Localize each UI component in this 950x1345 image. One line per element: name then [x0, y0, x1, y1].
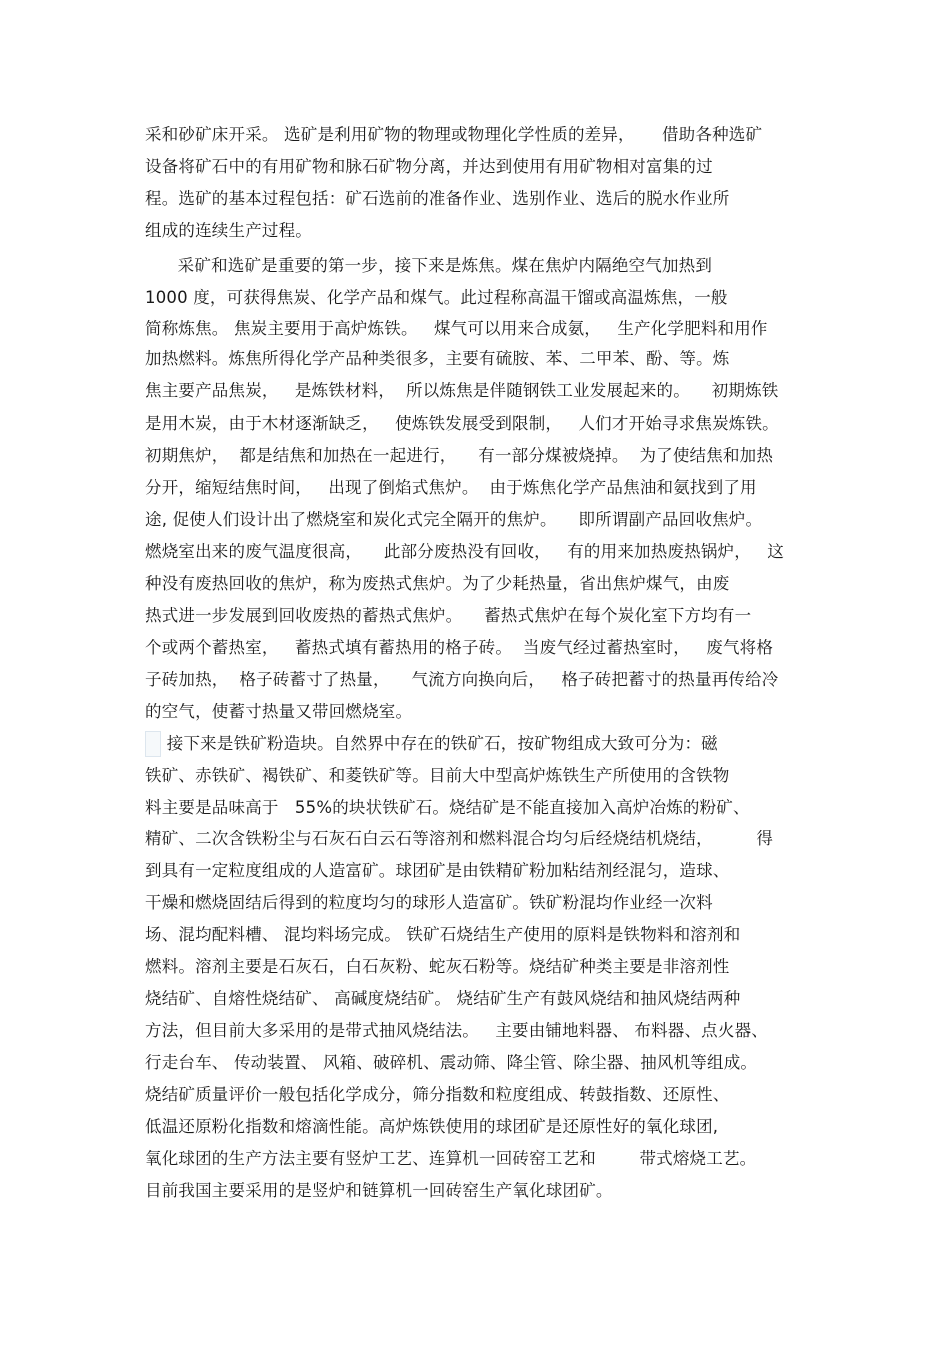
text-line: 种没有废热回收的焦炉，称为废热式焦炉。为了少耗热量，省出焦炉煤气，由废	[145, 574, 730, 593]
text-line: 组成的连续生产过程。	[145, 221, 312, 240]
text-line: 程。选矿的基本过程包括：矿石选前的准备作业、选别作业、选后的脱水作业所	[145, 189, 730, 208]
text-line: 燃料。溶剂主要是石灰石，白石灰粉、蛇灰石粉等。烧结矿种类主要是非溶剂性	[145, 957, 730, 976]
text-line: 子砖加热， 格子砖蓄寸了热量， 气流方向换向后， 格子砖把蓄寸的热量再传给冷	[145, 670, 779, 689]
text-line: 加热燃料。炼焦所得化学产品种类很多，主要有硫胺、苯、二甲苯、酚、等。炼	[145, 349, 730, 368]
text-line: 料主要是品味高于 55%的块状铁矿石。烧结矿是不能直接加入高炉冶炼的粉矿、	[145, 798, 750, 817]
text-line: 烧结矿、自熔性烧结矿、 高碱度烧结矿。 烧结矿生产有鼓风烧结和抽风烧结两种	[145, 989, 741, 1008]
text-line: 设备将矿石中的有用矿物和脉石矿物分离，并达到使用有用矿物相对富集的过	[145, 157, 713, 176]
text-line: 采和砂矿床开采。 选矿是利用矿物的物理或物理化学性质的差异， 借助各种选矿	[145, 125, 763, 144]
text-line: 初期焦炉， 都是结焦和加热在一起进行， 有一部分煤被烧掉。 为了使结焦和加热	[145, 446, 774, 465]
text-line: 精矿、二次含铁粉尘与石灰石白云石等溶剂和燃料混合均匀后经烧结机烧结， 得	[145, 829, 774, 848]
text-line: 氧化球团的生产方法主要有竖炉工艺、连算机一回砖窑工艺和 带式熔烧工艺。	[145, 1149, 757, 1168]
text-line: 的空气，使蓄寸热量又带回燃烧室。	[145, 702, 413, 721]
text-line: 途, 促使人们设计出了燃烧室和炭化式完全隔开的焦炉。 即所谓副产品回收焦炉。	[145, 510, 763, 529]
text-line: 到具有一定粒度组成的人造富矿。球团矿是由铁精矿粉加粘结剂经混匀，造球、	[145, 861, 730, 880]
text-line: 个或两个蓄热室， 蓄热式填有蓄热用的格子砖。 当废气经过蓄热室时， 废气将格	[145, 638, 774, 657]
text-line: 行走台车、 传动装置、 风箱、破碎机、震动筛、降尘管、除尘器、抽风机等组成。	[145, 1053, 758, 1072]
text-line: 场、混均配料槽、 混均料场完成。 铁矿石烧结生产使用的原料是铁物料和溶剂和	[145, 925, 741, 944]
text-line: 燃烧室出来的废气温度很高， 此部分废热没有回收， 有的用来加热废热锅炉， 这	[145, 542, 784, 561]
text-line: 分开，缩短结焦时间， 出现了倒焰式焦炉。 由于炼焦化学产品焦油和氨找到了用	[145, 478, 757, 497]
text-line: 是用木炭，由于木材逐渐缺乏， 使炼铁发展受到限制， 人们才开始寻求焦炭炼铁。	[145, 414, 779, 433]
text-line: 采矿和选矿是重要的第一步，接下来是炼焦。煤在焦炉内隔绝空气加热到	[145, 256, 713, 275]
text-line: 低温还原粉化指数和熔滴性能。高炉炼铁使用的球团矿是还原性好的氧化球团,	[145, 1117, 719, 1136]
text-line: 铁矿、赤铁矿、褐铁矿、和菱铁矿等。目前大中型高炉炼铁生产所使用的含铁物	[145, 766, 730, 785]
text-line: 烧结矿质量评价一般包括化学成分，筛分指数和粒度组成、转鼓指数、还原性、	[145, 1085, 730, 1104]
text-line: 方法，但目前大多采用的是带式抽风烧结法。 主要由铺地料器、 布料器、点火器、	[145, 1021, 768, 1040]
text-line: 热式进一步发展到回收废热的蓄热式焦炉。 蓄热式焦炉在每个炭化室下方均有一	[145, 606, 752, 625]
text-line: 接下来是铁矿粉造块。自然界中存在的铁矿石，按矿物组成大致可分为：磁	[145, 734, 718, 753]
text-line: 目前我国主要采用的是竖炉和链算机一回砖窑生产氧化球团矿。	[145, 1181, 613, 1200]
text-line: 焦主要产品焦炭， 是炼铁材料， 所以炼焦是伴随钢铁工业发展起来的。 初期炼铁	[145, 381, 779, 400]
text-line: 简称炼焦。 焦炭主要用于高炉炼铁。 煤气可以用来合成氨， 生产化学肥料和用作	[145, 319, 768, 338]
text-line: 1000 度，可获得焦炭、化学产品和煤气。此过程称高温干馏或高温炼焦，一般	[145, 288, 728, 307]
text-line: 干燥和燃烧固结后得到的粒度均匀的球形人造富矿。铁矿粉混均作业经一次料	[145, 893, 713, 912]
